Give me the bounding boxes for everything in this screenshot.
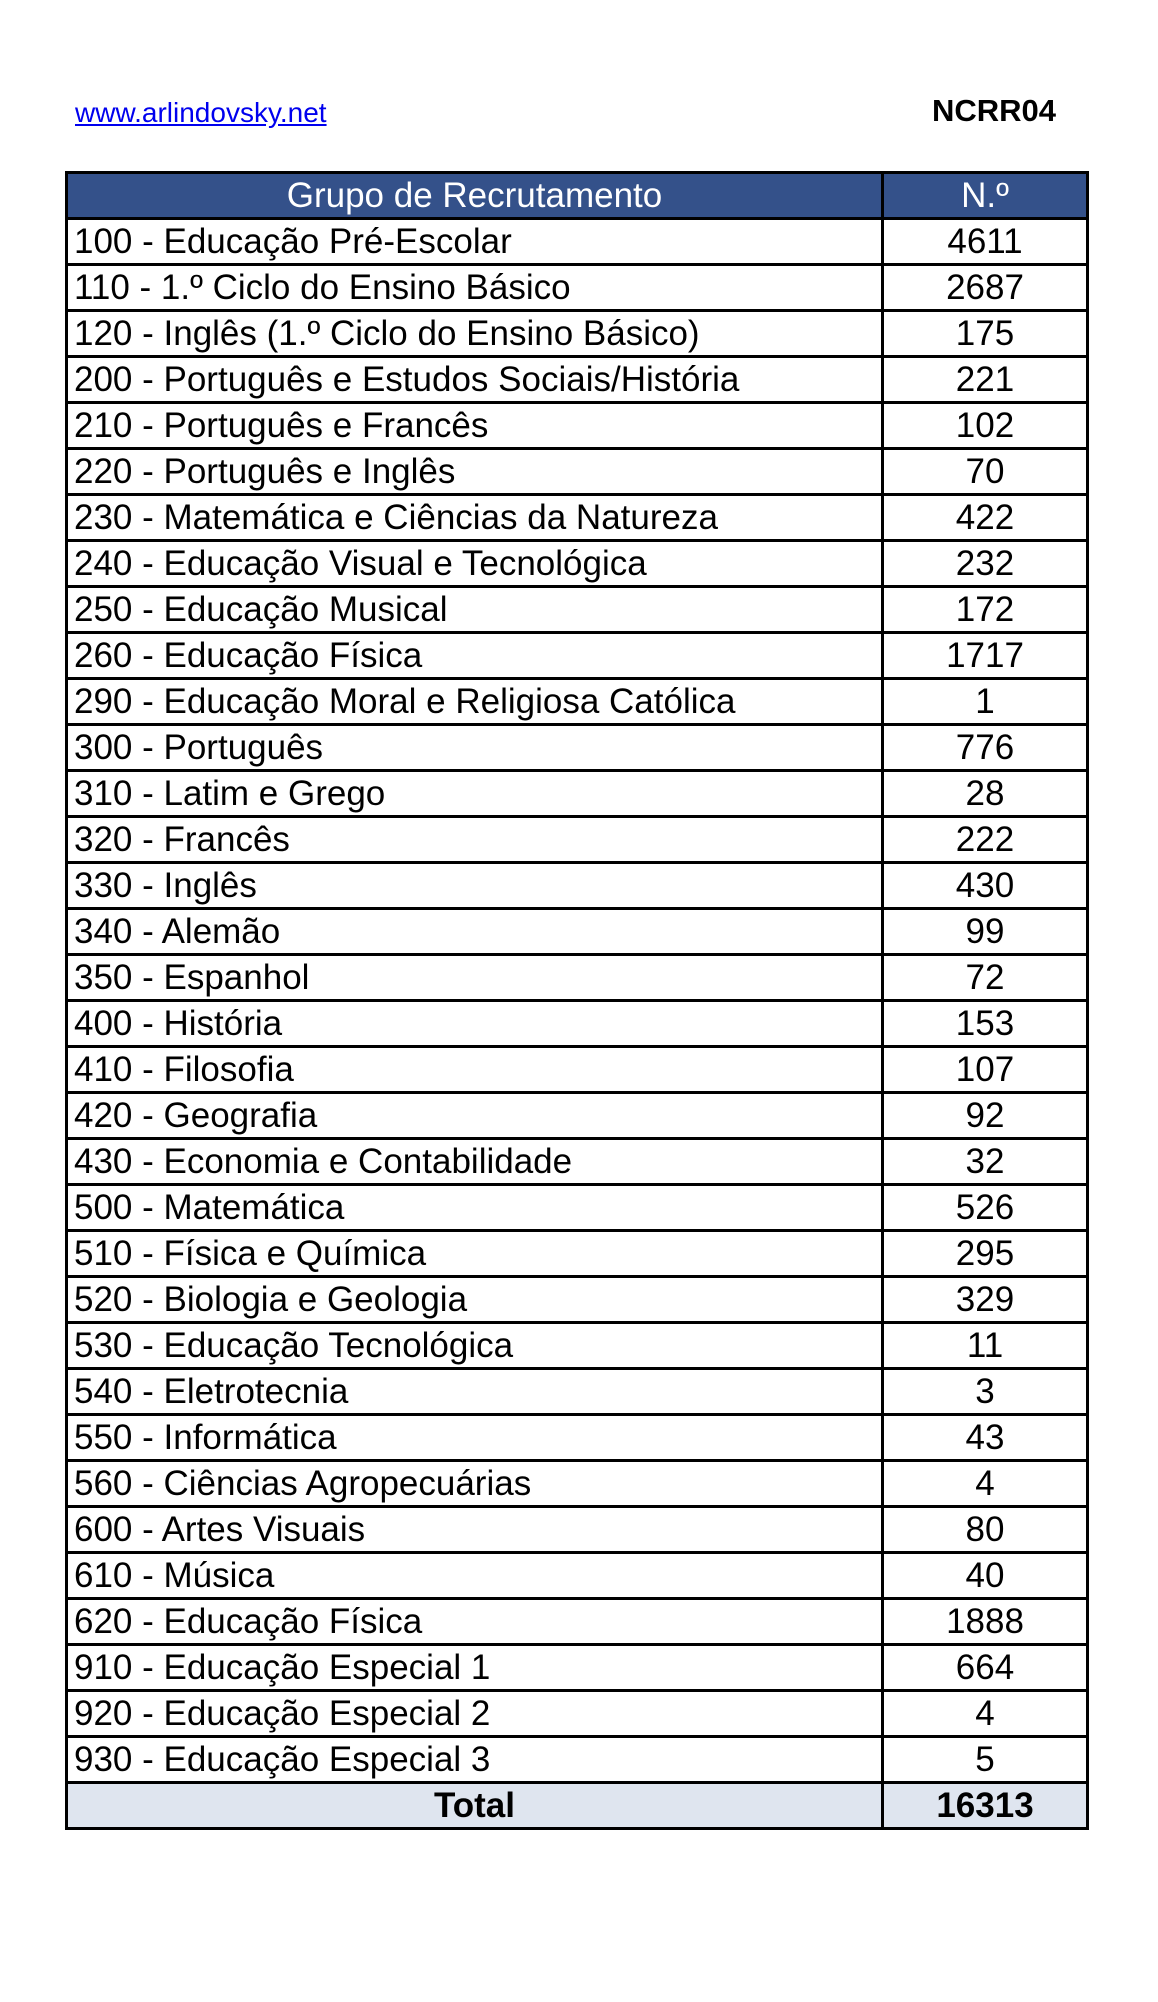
count-cell: 295 bbox=[883, 1231, 1088, 1277]
table-row bbox=[67, 265, 1088, 311]
grupo-cell: 430 - Economia e Contabilidade bbox=[67, 1139, 883, 1185]
table-row bbox=[67, 541, 1088, 587]
count-cell: 32 bbox=[883, 1139, 1088, 1185]
count-cell: 172 bbox=[883, 587, 1088, 633]
table-row bbox=[67, 679, 1088, 725]
count-cell: 28 bbox=[883, 771, 1088, 817]
count-cell: 153 bbox=[883, 1001, 1088, 1047]
table-row bbox=[67, 725, 1088, 771]
count-cell: 4611 bbox=[883, 219, 1088, 265]
count-cell: 5 bbox=[883, 1737, 1088, 1783]
grupo-cell: 910 - Educação Especial 1 bbox=[67, 1645, 883, 1691]
table-row bbox=[67, 1001, 1088, 1047]
table-row bbox=[67, 771, 1088, 817]
table-row bbox=[67, 1507, 1088, 1553]
table-row bbox=[67, 1323, 1088, 1369]
count-cell: 72 bbox=[883, 955, 1088, 1001]
grupo-cell: 400 - História bbox=[67, 1001, 883, 1047]
grupo-cell: 530 - Educação Tecnológica bbox=[67, 1323, 883, 1369]
table-body bbox=[67, 219, 1088, 1783]
grupo-cell: 110 - 1.º Ciclo do Ensino Básico bbox=[67, 265, 883, 311]
grupo-cell: 540 - Eletrotecnia bbox=[67, 1369, 883, 1415]
count-cell: 2687 bbox=[883, 265, 1088, 311]
grupo-cell: 620 - Educação Física bbox=[67, 1599, 883, 1645]
table-row bbox=[67, 1645, 1088, 1691]
grupo-cell: 100 - Educação Pré-Escolar bbox=[67, 219, 883, 265]
count-cell: 70 bbox=[883, 449, 1088, 495]
count-cell: 776 bbox=[883, 725, 1088, 771]
table-row bbox=[67, 1369, 1088, 1415]
table-row bbox=[67, 1231, 1088, 1277]
grupo-cell: 310 - Latim e Grego bbox=[67, 771, 883, 817]
table-row bbox=[67, 909, 1088, 955]
grupo-cell: 330 - Inglês bbox=[67, 863, 883, 909]
grupo-cell: 230 - Matemática e Ciências da Natureza bbox=[67, 495, 883, 541]
table-row bbox=[67, 863, 1088, 909]
grupo-cell: 610 - Música bbox=[67, 1553, 883, 1599]
count-cell: 1717 bbox=[883, 633, 1088, 679]
grupo-cell: 250 - Educação Musical bbox=[67, 587, 883, 633]
count-cell: 175 bbox=[883, 311, 1088, 357]
grupo-cell: 520 - Biologia e Geologia bbox=[67, 1277, 883, 1323]
table-row bbox=[67, 1093, 1088, 1139]
count-cell: 422 bbox=[883, 495, 1088, 541]
total-value: 16313 bbox=[883, 1783, 1088, 1829]
table-row bbox=[67, 1277, 1088, 1323]
grupo-cell: 210 - Português e Francês bbox=[67, 403, 883, 449]
table-row bbox=[67, 1737, 1088, 1783]
count-cell: 664 bbox=[883, 1645, 1088, 1691]
grupo-cell: 410 - Filosofia bbox=[67, 1047, 883, 1093]
table-header-row bbox=[67, 173, 1088, 219]
grupo-cell: 560 - Ciências Agropecuárias bbox=[67, 1461, 883, 1507]
column-header-numero: N.º bbox=[883, 173, 1088, 219]
table-row bbox=[67, 633, 1088, 679]
count-cell: 102 bbox=[883, 403, 1088, 449]
grupo-cell: 350 - Espanhol bbox=[67, 955, 883, 1001]
count-cell: 221 bbox=[883, 357, 1088, 403]
count-cell: 11 bbox=[883, 1323, 1088, 1369]
count-cell: 232 bbox=[883, 541, 1088, 587]
count-cell: 329 bbox=[883, 1277, 1088, 1323]
total-row bbox=[67, 1783, 1088, 1829]
count-cell: 99 bbox=[883, 909, 1088, 955]
table-row bbox=[67, 311, 1088, 357]
table-row bbox=[67, 495, 1088, 541]
count-cell: 430 bbox=[883, 863, 1088, 909]
grupo-cell: 240 - Educação Visual e Tecnológica bbox=[67, 541, 883, 587]
table-row bbox=[67, 403, 1088, 449]
table-row bbox=[67, 357, 1088, 403]
column-header-grupo: Grupo de Recrutamento bbox=[67, 173, 883, 219]
table-row bbox=[67, 219, 1088, 265]
count-cell: 40 bbox=[883, 1553, 1088, 1599]
grupo-cell: 500 - Matemática bbox=[67, 1185, 883, 1231]
grupo-cell: 420 - Geografia bbox=[67, 1093, 883, 1139]
table-row bbox=[67, 817, 1088, 863]
table-row bbox=[67, 449, 1088, 495]
table-row bbox=[67, 587, 1088, 633]
count-cell: 4 bbox=[883, 1461, 1088, 1507]
count-cell: 222 bbox=[883, 817, 1088, 863]
grupo-cell: 260 - Educação Física bbox=[67, 633, 883, 679]
grupo-cell: 930 - Educação Especial 3 bbox=[67, 1737, 883, 1783]
table-row bbox=[67, 1691, 1088, 1737]
grupo-cell: 120 - Inglês (1.º Ciclo do Ensino Básico) bbox=[67, 311, 883, 357]
grupo-cell: 320 - Francês bbox=[67, 817, 883, 863]
count-cell: 1 bbox=[883, 679, 1088, 725]
count-cell: 92 bbox=[883, 1093, 1088, 1139]
table-row bbox=[67, 1185, 1088, 1231]
document-code: NCRR04 bbox=[931, 93, 1056, 128]
count-cell: 3 bbox=[883, 1369, 1088, 1415]
table-row bbox=[67, 955, 1088, 1001]
grupo-cell: 510 - Física e Química bbox=[67, 1231, 883, 1277]
grupo-cell: 550 - Informática bbox=[67, 1415, 883, 1461]
site-link[interactable]: www.arlindovsky.net bbox=[75, 97, 327, 128]
grupo-cell: 290 - Educação Moral e Religiosa Católica bbox=[67, 679, 883, 725]
grupo-cell: 220 - Português e Inglês bbox=[67, 449, 883, 495]
table-row bbox=[67, 1599, 1088, 1645]
grupo-cell: 920 - Educação Especial 2 bbox=[67, 1691, 883, 1737]
table-row bbox=[67, 1047, 1088, 1093]
count-cell: 4 bbox=[883, 1691, 1088, 1737]
table-row bbox=[67, 1553, 1088, 1599]
table-row bbox=[67, 1461, 1088, 1507]
count-cell: 43 bbox=[883, 1415, 1088, 1461]
table-row bbox=[67, 1415, 1088, 1461]
grupo-cell: 600 - Artes Visuais bbox=[67, 1507, 883, 1553]
grupo-cell: 200 - Português e Estudos Sociais/História bbox=[67, 357, 883, 403]
count-cell: 1888 bbox=[883, 1599, 1088, 1645]
total-label: Total bbox=[67, 1783, 883, 1829]
count-cell: 107 bbox=[883, 1047, 1088, 1093]
grupo-cell: 300 - Português bbox=[67, 725, 883, 771]
table-row bbox=[67, 1139, 1088, 1185]
grupo-cell: 340 - Alemão bbox=[67, 909, 883, 955]
count-cell: 80 bbox=[883, 1507, 1088, 1553]
recruitment-table bbox=[65, 171, 1089, 1830]
count-cell: 526 bbox=[883, 1185, 1088, 1231]
